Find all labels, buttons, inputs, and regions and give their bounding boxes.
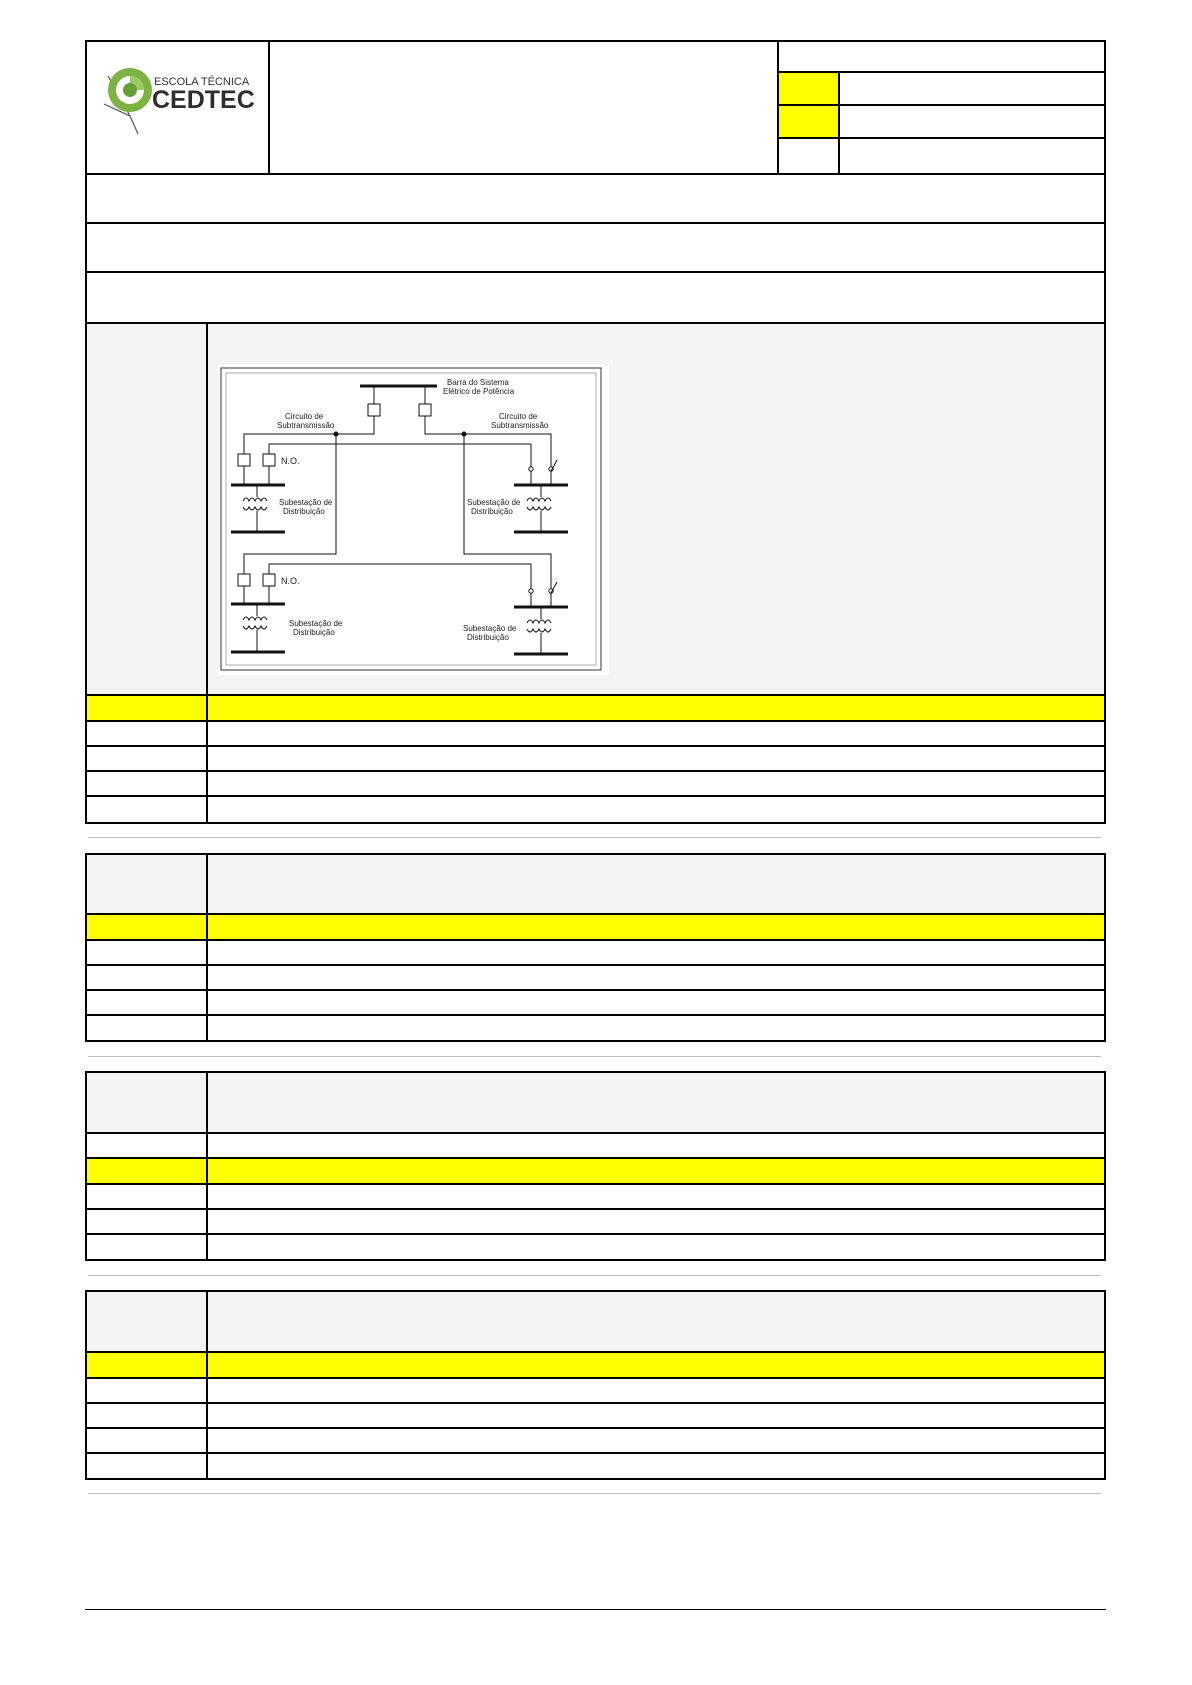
svg-text:Subtransmissão: Subtransmissão bbox=[491, 421, 549, 430]
question-3-statement bbox=[85, 1071, 1106, 1134]
svg-text:N.O.: N.O. bbox=[281, 456, 300, 466]
logo-line-1: ESCOLA TÉCNICA bbox=[154, 76, 250, 88]
question-3-option-e[interactable] bbox=[85, 1233, 1106, 1261]
info-row-1 bbox=[85, 173, 1106, 224]
footer-rule bbox=[85, 1609, 1106, 1610]
info-row-3 bbox=[85, 271, 1106, 324]
question-2-option-e[interactable] bbox=[85, 1014, 1106, 1042]
header-field-yellow-1 bbox=[779, 73, 838, 104]
svg-text:Distribuição: Distribuição bbox=[293, 628, 335, 637]
question-2-col-line bbox=[206, 853, 208, 1042]
question-4-option-c[interactable] bbox=[85, 1402, 1106, 1429]
question-3-option-c[interactable] bbox=[85, 1183, 1106, 1210]
question-1-option-c[interactable] bbox=[85, 745, 1106, 772]
question-4-option-b[interactable] bbox=[85, 1377, 1106, 1404]
question-3-option-d[interactable] bbox=[85, 1208, 1106, 1235]
svg-text:Subestação de: Subestação de bbox=[463, 624, 517, 633]
question-4-col-line bbox=[206, 1290, 208, 1480]
question-1-option-e[interactable] bbox=[85, 795, 1106, 824]
question-1-option-d[interactable] bbox=[85, 770, 1106, 797]
header-field-yellow-2 bbox=[779, 106, 838, 137]
question-2-option-b[interactable] bbox=[85, 939, 1106, 966]
distribution-diagram bbox=[219, 364, 609, 675]
svg-text:Subestação de: Subestação de bbox=[279, 498, 333, 507]
question-1-option-a[interactable] bbox=[85, 694, 1106, 722]
svg-text:Barra do Sistema: Barra do Sistema bbox=[447, 378, 509, 387]
svg-text:Subestação de: Subestação de bbox=[467, 498, 521, 507]
svg-text:Elétrico de Potência: Elétrico de Potência bbox=[443, 387, 515, 396]
svg-text:Distribuição: Distribuição bbox=[283, 507, 325, 516]
logo-line-2: CEDTEC bbox=[152, 86, 255, 114]
svg-text:Distribuição: Distribuição bbox=[467, 633, 509, 642]
header-field-col-line bbox=[838, 71, 840, 175]
question-4-option-d[interactable] bbox=[85, 1427, 1106, 1454]
separator-3 bbox=[88, 1275, 1101, 1276]
school-logo bbox=[86, 42, 269, 173]
separator-2 bbox=[88, 1056, 1101, 1057]
question-4-statement bbox=[85, 1290, 1106, 1353]
header-right-row-line-3 bbox=[777, 137, 1106, 139]
svg-text:Subestação de: Subestação de bbox=[289, 619, 343, 628]
question-2-statement bbox=[85, 853, 1106, 915]
question-1-option-b[interactable] bbox=[85, 720, 1106, 747]
question-2-option-c[interactable] bbox=[85, 964, 1106, 991]
question-1-number-cell bbox=[87, 324, 206, 694]
svg-text:N.O.: N.O. bbox=[281, 576, 300, 586]
svg-text:Distribuição: Distribuição bbox=[471, 507, 513, 516]
question-2-option-d[interactable] bbox=[85, 989, 1106, 1016]
question-4-option-e[interactable] bbox=[85, 1452, 1106, 1480]
separator-1 bbox=[88, 837, 1101, 838]
question-2-option-a[interactable] bbox=[85, 913, 1106, 941]
separator-4 bbox=[88, 1493, 1101, 1494]
question-3-col-line bbox=[206, 1071, 208, 1261]
question-3-option-b[interactable] bbox=[85, 1157, 1106, 1185]
svg-text:Circuito de: Circuito de bbox=[285, 412, 324, 421]
svg-text:Subtransmissão: Subtransmissão bbox=[277, 421, 335, 430]
svg-text:Circuito de: Circuito de bbox=[499, 412, 538, 421]
cedtec-logo-icon bbox=[86, 42, 269, 173]
question-4-option-a[interactable] bbox=[85, 1351, 1106, 1379]
question-1-col-line-answers bbox=[206, 694, 208, 824]
question-3-option-a[interactable] bbox=[85, 1132, 1106, 1159]
info-row-2 bbox=[85, 222, 1106, 273]
